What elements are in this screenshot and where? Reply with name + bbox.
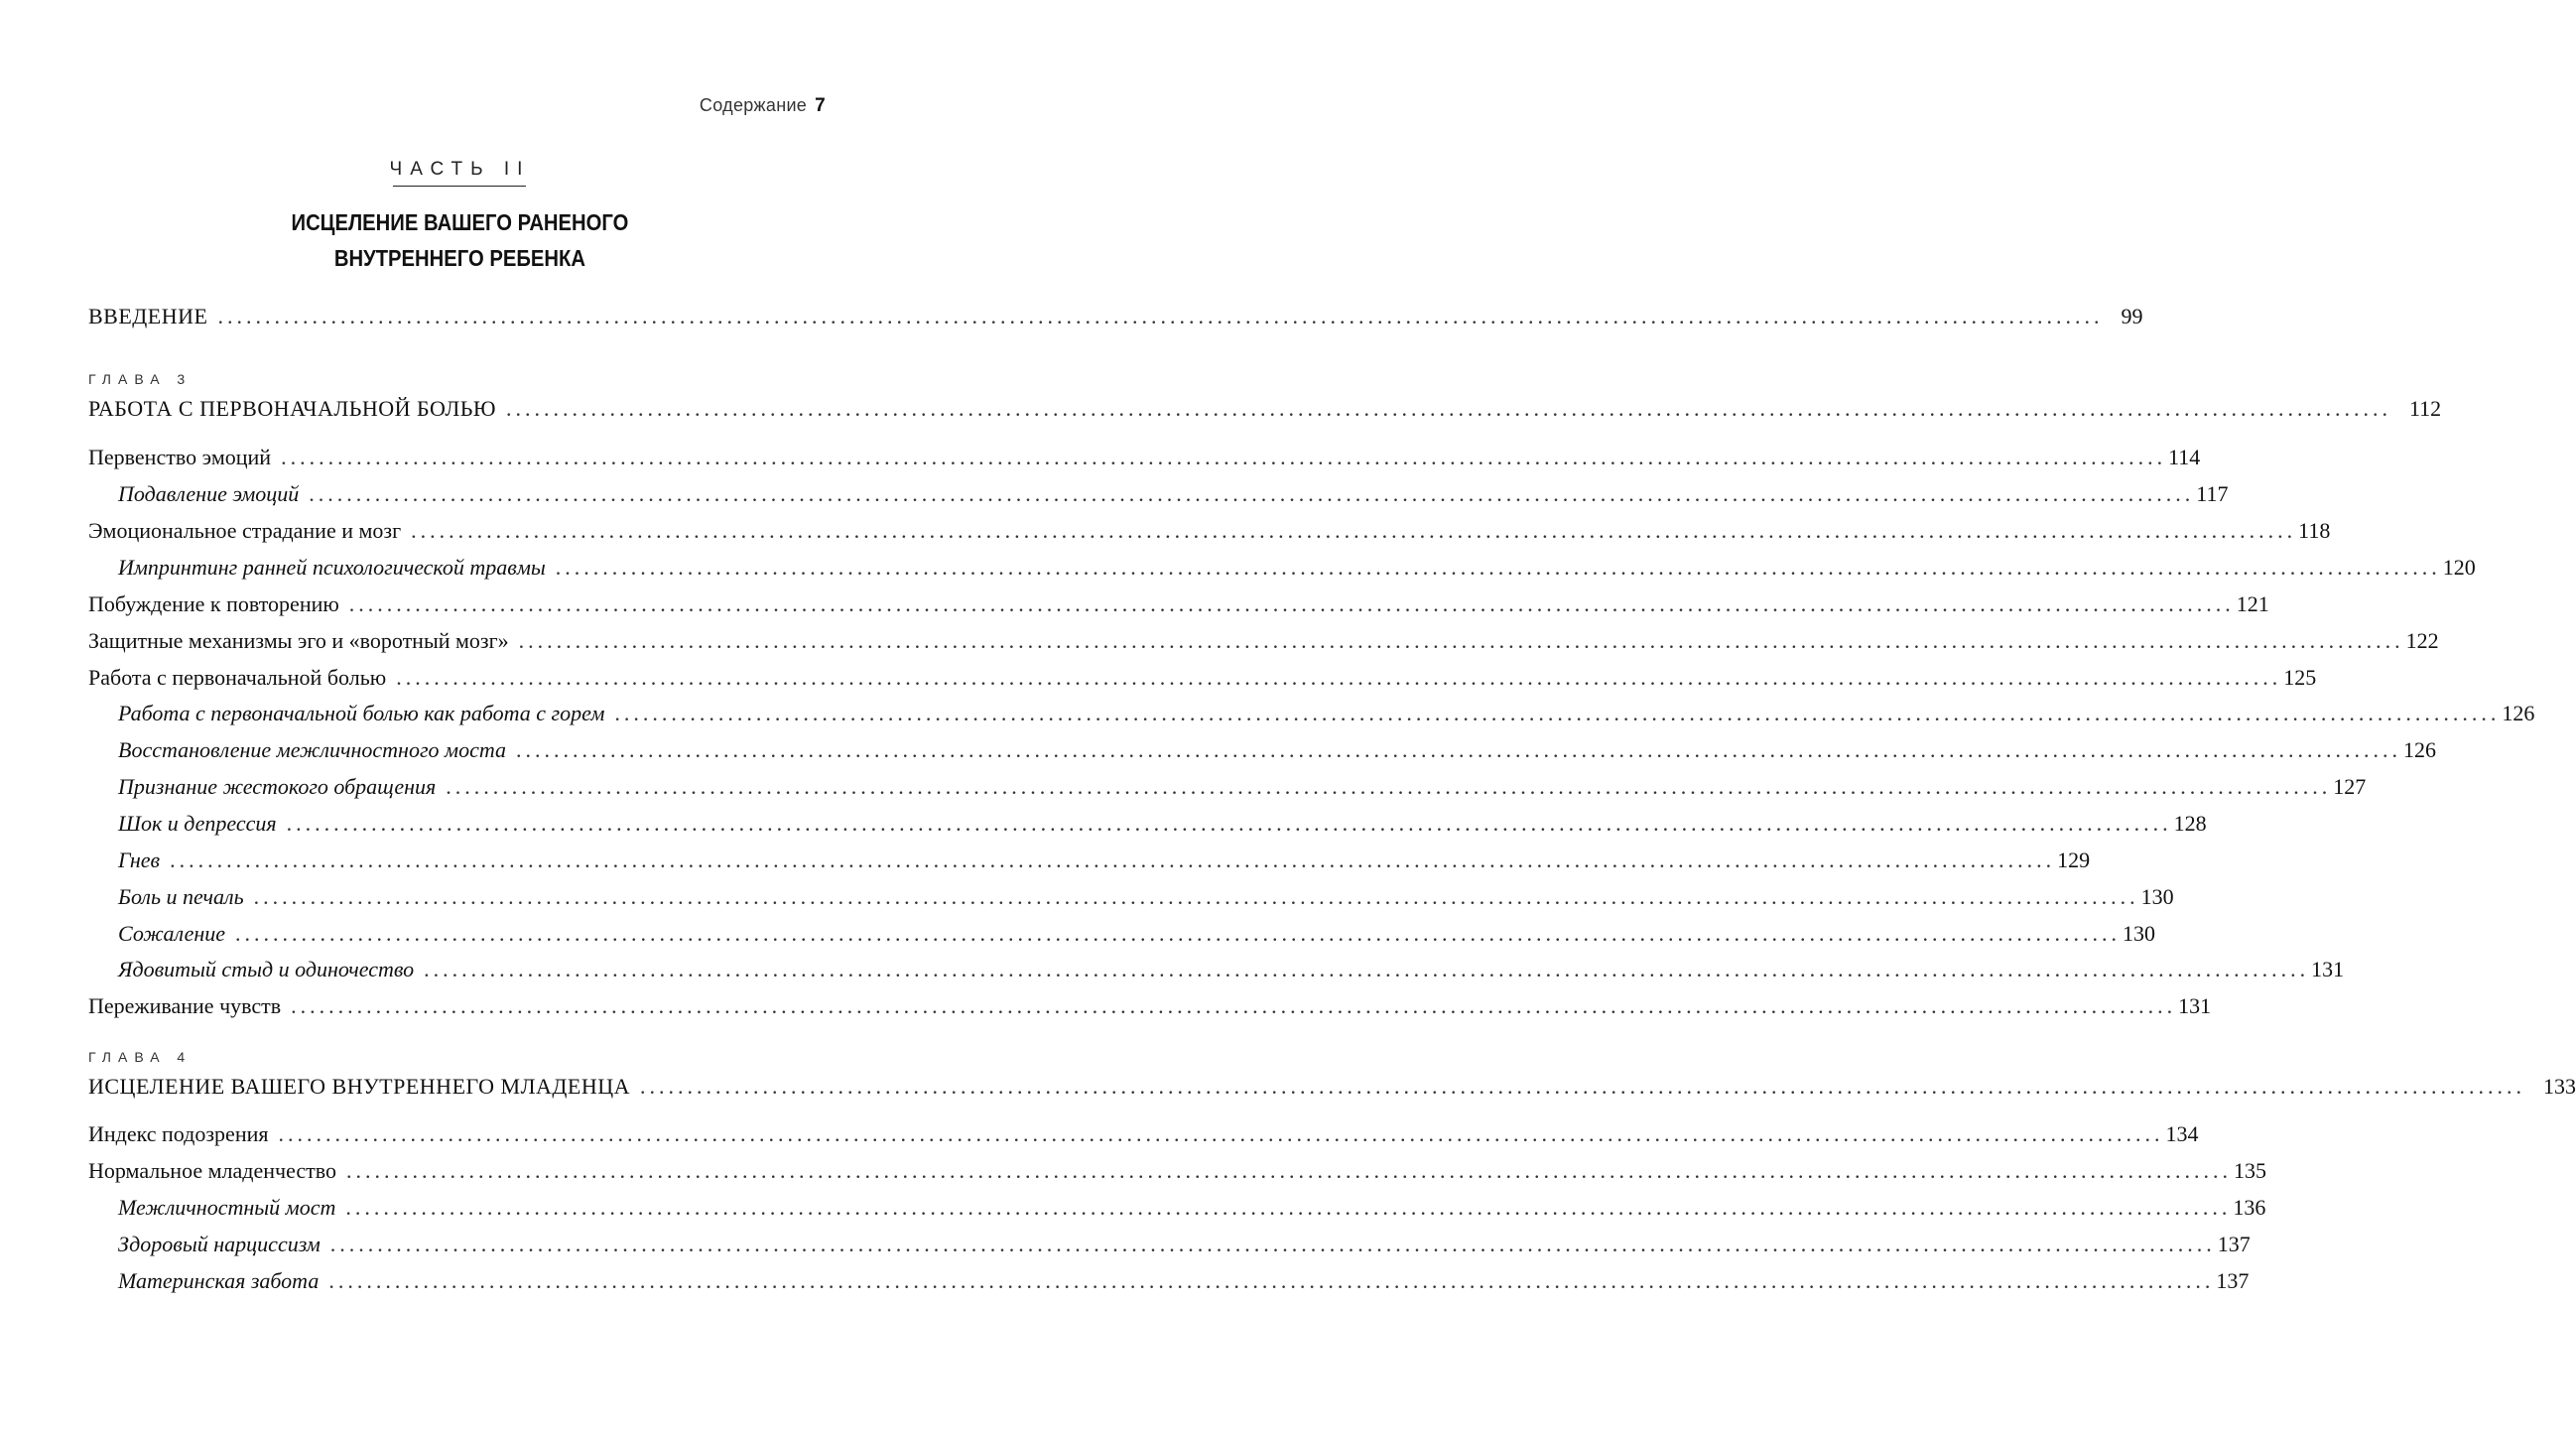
toc-subentry[interactable] [118, 884, 2174, 910]
toc-entry-title: Эмоциональное страдание и мозг [88, 518, 402, 543]
toc-entry-page: 122 [2405, 628, 2439, 653]
dot-leader: ........................................................................................................................................................................................................ [235, 921, 2122, 946]
toc-entry-page: 125 [2283, 665, 2317, 690]
dot-leader: ........................................................................................................................................................................................................ [170, 848, 2056, 872]
toc-entry[interactable] [88, 445, 2201, 470]
toc-entry-title: ИСЦЕЛЕНИЕ ВАШЕГО ВНУТРЕННЕГО МЛАДЕНЦА [88, 1074, 631, 1099]
dot-leader: ........................................................................................................................................................................................................ [555, 555, 2441, 580]
toc-entry[interactable] [88, 628, 2439, 654]
part-title-line-1: ИСЦЕЛЕНИЕ ВАШЕГО РАНЕНОГО [291, 209, 629, 235]
toc-entry-page: 135 [2234, 1158, 2266, 1183]
toc-entry-page: 133 [2543, 1074, 2576, 1099]
toc-entry-page: 117 [2196, 481, 2229, 506]
dot-leader: ........................................................................................................................................................................................................ [309, 481, 2195, 506]
dot-leader: ........................................................................................................................................................................................................ [278, 1121, 2164, 1146]
toc-entry-title: Защитные механизмы эго и «воротный мозг» [88, 628, 509, 653]
toc-entry-title: Гнев [118, 848, 161, 872]
toc-entry-page: 121 [2236, 591, 2269, 616]
dot-leader: ........................................................................................................................................................................................................ [346, 1158, 2232, 1183]
toc-entry-page: 131 [2311, 957, 2345, 981]
toc-entry-page: 114 [2168, 445, 2201, 469]
toc-entry-title: Межличностный мост [118, 1195, 336, 1220]
toc-entry-title: Признание жестокого обращения [118, 774, 437, 799]
toc-entry-title: Восстановление межличностного моста [118, 737, 507, 762]
toc-entry-page: 126 [2502, 701, 2535, 725]
toc-entry[interactable] [88, 1158, 2266, 1184]
toc-subentry[interactable] [118, 481, 2229, 507]
dot-leader: ........................................................................................................................................................................................................ [281, 445, 2167, 469]
toc-entry-page: 99 [2121, 304, 2143, 328]
toc-entry-page: 126 [2403, 737, 2437, 762]
toc-entry-title: Переживание чувств [88, 993, 282, 1018]
toc-subentry[interactable] [118, 1268, 2250, 1294]
toc-entry[interactable] [88, 665, 2317, 691]
toc-subentry[interactable] [118, 811, 2207, 837]
toc-entry-page: 136 [2233, 1195, 2266, 1220]
dot-leader: ........................................................................................................................................................................................................ [640, 1074, 2526, 1099]
running-header-section: Содержание [699, 95, 808, 115]
toc-entry-title: Шок и депрессия [118, 811, 277, 836]
dot-leader: ........................................................................................................................................................................................................ [396, 665, 2282, 690]
toc-entry-title: Здоровый нарциссизм [118, 1232, 321, 1256]
toc-subentry[interactable] [118, 921, 2156, 947]
toc-entry-title: Ядовитый стыд и одиночество [118, 957, 415, 981]
toc-entry[interactable] [88, 993, 2212, 1019]
toc-entry[interactable] [88, 1121, 2199, 1147]
running-header [700, 95, 826, 117]
toc-entry-page: 130 [2123, 921, 2156, 946]
dot-leader: ........................................................................................................................................................................................................ [328, 1268, 2215, 1293]
chapter-3-label: ГЛАВА 3 [88, 371, 193, 387]
dot-leader: ........................................................................................................................................................................................................ [345, 1195, 2232, 1220]
toc-entry-page: 118 [2298, 518, 2331, 543]
toc-entry-title: Работа с первоначальной болью [88, 665, 387, 690]
dot-leader: ........................................................................................................................................................................................................ [505, 396, 2391, 421]
toc-entry-title: РАБОТА С ПЕРВОНАЧАЛЬНОЙ БОЛЬЮ [88, 396, 496, 421]
toc-subentry[interactable] [118, 1232, 2251, 1257]
toc-entry-page: 112 [2408, 396, 2442, 421]
toc-entry-title: Индекс подозрения [88, 1121, 269, 1146]
dot-leader: ........................................................................................................................................................................................................ [411, 518, 2297, 543]
part-title [56, 204, 865, 276]
toc-entry[interactable] [88, 518, 2331, 544]
page-number: 7 [815, 95, 826, 116]
toc-entry-title: Подавление эмоций [118, 481, 300, 506]
toc-subentry[interactable] [118, 555, 2476, 581]
dot-leader: ........................................................................................................................................................................................................ [217, 304, 2104, 328]
toc-subentry[interactable] [118, 737, 2437, 763]
toc-subentry[interactable] [118, 1195, 2266, 1221]
toc-entry-page: 120 [2442, 555, 2476, 580]
dot-leader: ........................................................................................................................................................................................................ [424, 957, 2310, 981]
toc-entry-title: Нормальное младенчество [88, 1158, 336, 1183]
dot-leader: ........................................................................................................................................................................................................ [446, 774, 2332, 799]
toc-entry-title: Импринтинг ранней психологической травмы [118, 555, 546, 580]
toc-entry[interactable] [88, 591, 2269, 617]
toc-subentry[interactable] [118, 701, 2535, 726]
chapter-4-label: ГЛАВА 4 [88, 1049, 193, 1065]
toc-chapter-4-title[interactable] [88, 1074, 2576, 1100]
dot-leader: ........................................................................................................................................................................................................ [286, 811, 2172, 836]
toc-entry-title: ВВЕДЕНИЕ [88, 304, 208, 328]
dot-leader: ........................................................................................................................................................................................................ [614, 701, 2501, 725]
toc-entry-page: 129 [2057, 848, 2091, 872]
dot-leader: ........................................................................................................................................................................................................ [291, 993, 2177, 1018]
toc-subentry[interactable] [118, 848, 2091, 873]
toc-entry-page: 127 [2333, 774, 2367, 799]
toc-entry-title: Побуждение к повторению [88, 591, 339, 616]
toc-entry-title: Материнская забота [118, 1268, 320, 1293]
dot-leader: ........................................................................................................................................................................................................ [253, 884, 2139, 909]
toc-entry-page: 137 [2216, 1268, 2250, 1293]
toc-entry-title: Сожаление [118, 921, 226, 946]
toc-chapter-3-title[interactable] [88, 396, 2442, 422]
dot-leader: ........................................................................................................................................................................................................ [329, 1232, 2216, 1256]
dot-leader: ........................................................................................................................................................................................................ [516, 737, 2402, 762]
toc-entry-page: 130 [2140, 884, 2174, 909]
toc-entry-introduction[interactable] [88, 304, 2143, 329]
toc-entry-page: 131 [2178, 993, 2212, 1018]
toc-entry-page: 128 [2173, 811, 2207, 836]
toc-subentry[interactable] [118, 774, 2367, 800]
part-title-line-2: ВНУТРЕННЕГО РЕБЕНКА [333, 245, 586, 271]
dot-leader: ........................................................................................................................................................................................................ [348, 591, 2235, 616]
part-label: ЧАСТЬ II [389, 159, 531, 180]
dot-leader: ........................................................................................................................................................................................................ [518, 628, 2404, 653]
toc-entry-title: Первенство эмоций [88, 445, 272, 469]
toc-entry-page: 134 [2165, 1121, 2199, 1146]
toc-entry-title: Работа с первоначальной болью как работа с горем [118, 701, 605, 725]
toc-entry-page: 137 [2217, 1232, 2251, 1256]
toc-entry-title: Боль и печаль [118, 884, 244, 909]
toc-subentry[interactable] [118, 957, 2345, 982]
part-underline [393, 186, 526, 187]
